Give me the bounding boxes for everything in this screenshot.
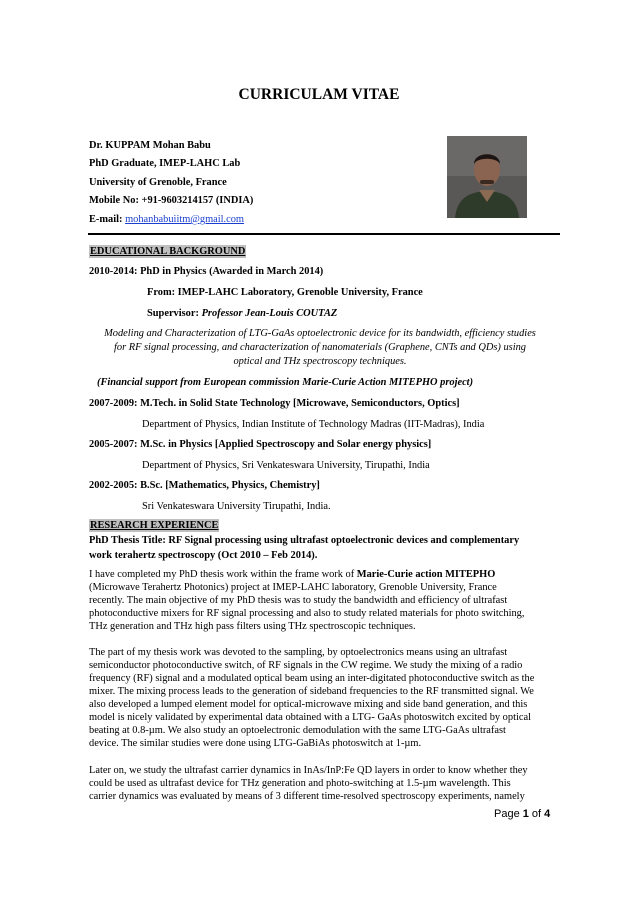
p1-project-name: Marie-Curie action MITEPHO — [356, 569, 496, 580]
phd-funding: (Financial support from European commission Marie-Curie Action MITEPHO project) — [97, 377, 474, 388]
research-heading: RESEARCH EXPERIENCE — [90, 520, 219, 531]
research-paragraph-3 — [89, 764, 549, 803]
p2-line-4: mixer. The mixing process leads to the generation of sideband frequencies to the RF transmitted signal. We — [89, 686, 534, 697]
candidate-email-line — [89, 213, 244, 226]
phd-thesis-line-1: Modeling and Characterization of LTG-GaAs optoelectronic device for its bandwidth, efficiency studies — [104, 328, 536, 339]
p2-line-8: device. The similar studies were done using LTG-GaBiAs photoswitch at 1-µm. — [89, 738, 422, 749]
p3-line-1: Later on, we study the ultrafast carrier dynamics in InAs/InP:Fe QD layers in order to know whether they — [89, 765, 528, 776]
msc-degree: 2005-2007: M.Sc. in Physics [Applied Spectroscopy and Solar energy physics] — [89, 439, 432, 450]
research-paragraph-1 — [89, 568, 549, 633]
bsc-department: Sri Venkateswara University Tirupathi, India. — [142, 501, 331, 512]
profile-photo — [447, 136, 527, 218]
p2-line-2: semiconductor photoconductive switch, of RF signals in the CW regime. We study the mixing of a radio — [89, 660, 523, 671]
p1-line-5: THz generation and THz high pass filters using THz spectroscopic techniques. — [89, 621, 416, 632]
page-of: of — [528, 808, 545, 820]
phd-thesis-line-2: for RF signal processing, and characterization of nanomaterials (Graphene, CNTs and QDs) using — [114, 342, 526, 353]
page-number — [494, 808, 550, 820]
email-link[interactable]: mohanbabuiitm@gmail.com — [125, 214, 245, 225]
p1-line-3: recently. The main objective of my PhD thesis was to study the bandwidth and efficiency of ultrafast — [89, 595, 508, 606]
research-paragraph-2 — [89, 646, 549, 750]
phd-thesis-line-3: optical and THz spectroscopy techniques. — [233, 356, 407, 367]
page-word: Page — [494, 808, 523, 820]
email-label: E-mail: — [89, 214, 126, 225]
thesis-title-line-2: work terahertz spectroscopy (Oct 2010 – Feb 2014). — [89, 550, 318, 561]
phd-degree: 2010-2014: PhD in Physics (Awarded in March 2014) — [89, 266, 324, 277]
p2-line-7: beating at 0.8-µm. We also study an optoelectronic demodulation with the same LTG-GaAs ultrafast — [89, 725, 506, 736]
p3-line-2: could be used as ultrafast device for THz generation and photo-switching at 1.5-µm wavelength. This — [89, 778, 511, 789]
p1-line-2: (Microwave Terahertz Photonics) project at IMEP-LAHC laboratory, Grenoble University, France — [89, 582, 497, 593]
mtech-institute: , Indian Institute of Technology Madras (IIT-Madras), India — [236, 419, 485, 430]
p2-line-1: The part of my thesis work was devoted to the sampling, by optoelectronics means using an ultrafast — [89, 647, 508, 658]
p1-line-1 — [89, 568, 549, 581]
p2-line-5: also developed a lumped element model for optical-microwave mixing and side band generation, and this — [89, 699, 528, 710]
thesis-title-line-1: PhD Thesis Title: RF Signal processing using ultrafast optoelectronic devices and complementary — [89, 535, 520, 546]
document-title: CURRICULAM VITAE — [238, 86, 400, 103]
candidate-mobile: Mobile No: +91-9603214157 (INDIA) — [89, 195, 254, 206]
page-total: 4 — [544, 808, 551, 820]
candidate-university: University of Grenoble, France — [89, 177, 227, 188]
header-divider — [88, 233, 560, 235]
p3-line-3: carrier dynamics was evaluated by means of 3 different time-resolved spectroscopy experiments, namely — [89, 791, 525, 802]
supervisor-name: Professor Jean-Louis COUTAZ — [201, 308, 338, 319]
candidate-name: Dr. KUPPAM Mohan Babu — [89, 140, 211, 151]
phd-supervisor — [147, 307, 337, 320]
p1-line-4: photoconductive mixers for RF signal processing and also to study related materials for photo switching, — [89, 608, 525, 619]
education-heading: EDUCATIONAL BACKGROUND — [90, 246, 246, 257]
profile-photo-image — [447, 136, 527, 218]
mtech-degree: 2007-2009: M.Tech. in Solid State Technology [Microwave, Semiconductors, Optics] — [89, 398, 460, 409]
p1-text: I have completed my PhD thesis work within the frame work of — [89, 569, 357, 580]
supervisor-label: Supervisor: — [147, 308, 202, 319]
p2-line-3: frequency (RF) signal and a modulated optical beam using an inter-digitated photoconductive switch as the — [89, 673, 535, 684]
mtech-department — [142, 418, 484, 431]
page-current: 1 — [522, 808, 529, 820]
candidate-position: PhD Graduate, IMEP-LAHC Lab — [89, 158, 241, 169]
msc-department: Department of Physics, Sri Venkateswara University, Tirupathi, India — [142, 460, 430, 471]
mtech-department-name: Department of Physics — [142, 419, 237, 430]
phd-institution: From: IMEP-LAHC Laboratory, Grenoble University, France — [147, 287, 423, 298]
p2-line-6: model is nicely validated by experimental data obtained with a LTG- GaAs photoswitch excited by optical — [89, 712, 531, 723]
bsc-degree: 2002-2005: B.Sc. [Mathematics, Physics, Chemistry] — [89, 480, 320, 491]
